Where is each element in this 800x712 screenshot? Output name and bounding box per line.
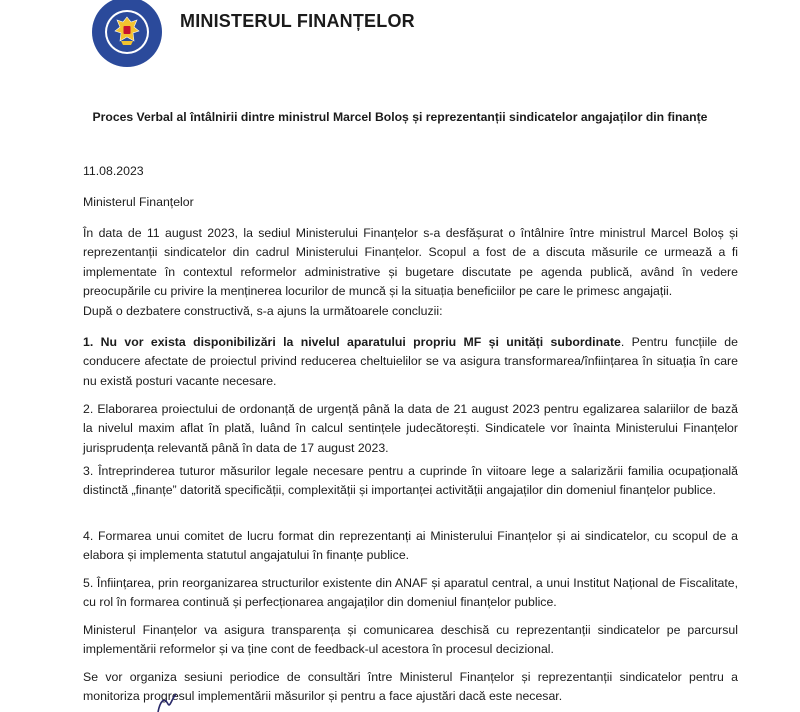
organization-name: Ministerul Finanțelor [83, 195, 194, 209]
intro-paragraph: În data de 11 august 2023, la sediul Ministerului Finanțelor s-a desfășurat o întâlnire între ministrul Marcel Boloș și reprezentanții sindicatelor din cadrul Ministerului Finanțelor. Scopul a fost de a discuta măsurile ce urmează a fi implementate în contextul reformelor administrative și bugetare discutate pe agenda publică, având în vedere preocupările cu privire la menținerea locurilor de muncă și la situația beneficiilor pe care le primesc angajații. [83, 226, 738, 298]
point-1-rest: . Pentru funcțiile de conducere afectate de proiectul privind reducerea cheltuielilor se va asigura transformarea/înființarea în situația în care nu există posturi vacante necesare. [83, 335, 738, 388]
conclusion-intro: După o dezbatere constructivă, s-a ajuns la următoarele concluzii: [83, 304, 443, 318]
point-3: 3. Întreprinderea tuturor măsurilor legale necesare pentru a cuprinde în viitoare lege a salarizării familia ocupațională distinctă „finanțe” datorită specificății, complexității și importanței activității angajaților din domeniul finanțelor publice. [83, 464, 738, 498]
transparency-paragraph: Ministerul Finanțelor va asigura transparența și comunicarea deschisă cu reprezentanții sindicatelor pe parcursul implementării reformelor și va ține cont de feedback-ul acestora în procesul decizional. [83, 623, 738, 657]
point-5: 5. Înființarea, prin reorganizarea structurilor existente din ANAF și aparatul central, a unui Institut Național de Fiscalitate, cu rol în formarea continuă și perfecționarea angajaților din domeniul finanțelor publice. [83, 576, 738, 610]
document-date: 11.08.2023 [83, 164, 144, 178]
sessions-paragraph: Se vor organiza sesiuni periodice de consultări între Ministerul Finanțelor și reprezentanții sindicatelor pentru a monitoriza progresul implementării măsurilor și pentru a face ajustări dacă este necesar. [83, 670, 738, 704]
point-1-bold: 1. Nu vor exista disponibilizări la nivelul aparatului propriu MF și unități subordinate [83, 335, 621, 349]
point-4: 4. Formarea unui comitet de lucru format din reprezentanți ai Ministerului Finanțelor și ai sindicatelor, cu scopul de a elabora și implementa statutul angajatului în finanțe publice. [83, 529, 738, 563]
government-seal-icon [90, 0, 164, 69]
point-2: 2. Elaborarea proiectului de ordonanță de urgență până la data de 21 august 2023 pentru egalizarea salariilor de bază la nivelul maxim aflat în plată, luând în calcul sentințele judecătorești. Sindicatele vor înainta Ministerului Finanțelor jurisprudența relevantă până în data de 17 august 2023. [83, 402, 738, 455]
point-1 [83, 333, 738, 391]
ministry-name: MINISTERUL FINANȚELOR [180, 11, 415, 31]
signature-mark [150, 690, 210, 712]
document-header [90, 0, 415, 75]
document-title: Proces Verbal al întâlnirii dintre ministrul Marcel Boloș și reprezentanții sindicatelor angajaților din finanțe [92, 110, 708, 124]
